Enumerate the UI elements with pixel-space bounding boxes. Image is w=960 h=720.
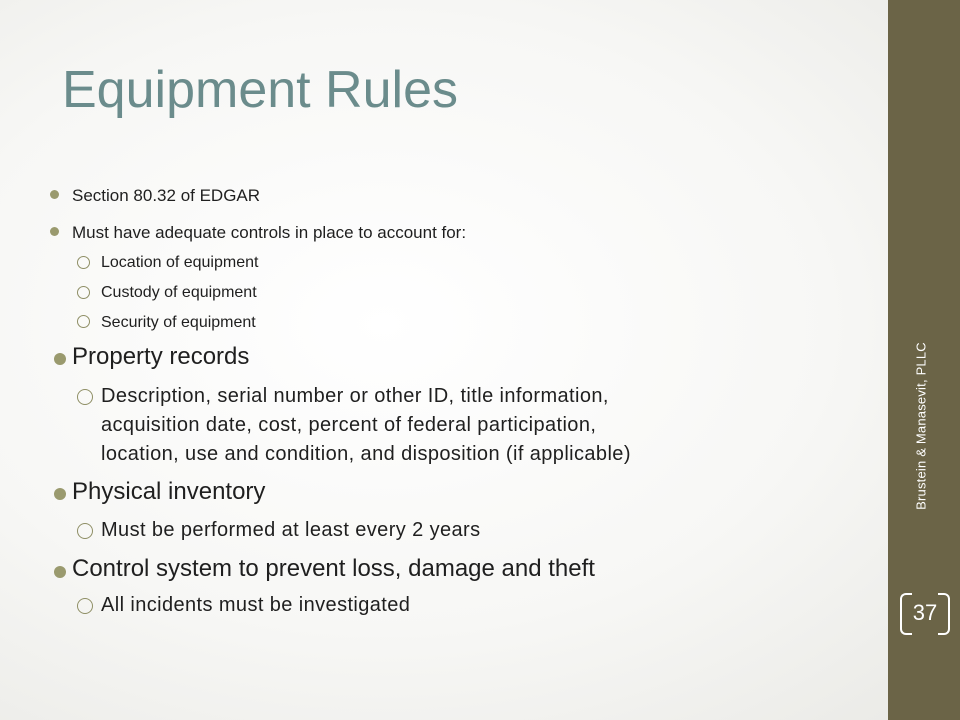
property-records-detail-line-1: Description, serial number or other ID, title information, [101,385,609,407]
bullet-ring [77,523,93,539]
bullet-dot [50,227,59,236]
property-records-detail-line-2: acquisition date, cost, percent of federal participation, [101,414,597,436]
bullet-ring [77,286,90,299]
bullet-property-records: Property records [72,343,250,370]
control-system-detail: All incidents must be investigated [101,594,411,616]
bullet-controls: Must have adequate controls in place to account for: [72,223,467,242]
page-number-badge [896,591,954,635]
sub-bullet-location: Location of equipment [101,254,259,271]
physical-inventory-detail: Must be performed at least every 2 years [101,519,481,541]
page-number: 37 [912,600,938,625]
bullet-ring [77,598,93,614]
bullet-dot [50,190,59,199]
sub-bullet-security: Security of equipment [101,314,256,331]
property-records-detail-line-3: location, use and condition, and disposition (if applicable) [101,443,631,465]
bullet-dot [54,488,66,500]
sub-bullet-custody: Custody of equipment [101,284,257,301]
bullet-ring [77,256,90,269]
bullet-ring [77,389,93,405]
bullet-physical-inventory: Physical inventory [72,478,266,505]
bullet-dot [54,353,66,365]
bullet-ring [77,315,90,328]
bullet-section: Section 80.32 of EDGAR [72,186,261,205]
bullet-dot [54,566,66,578]
bullet-control-system: Control system to prevent loss, damage and theft [72,555,595,582]
slide-title: Equipment Rules [62,61,458,119]
sidebar-footer-text: Brustein & Manasevit, PLLC [913,342,929,510]
